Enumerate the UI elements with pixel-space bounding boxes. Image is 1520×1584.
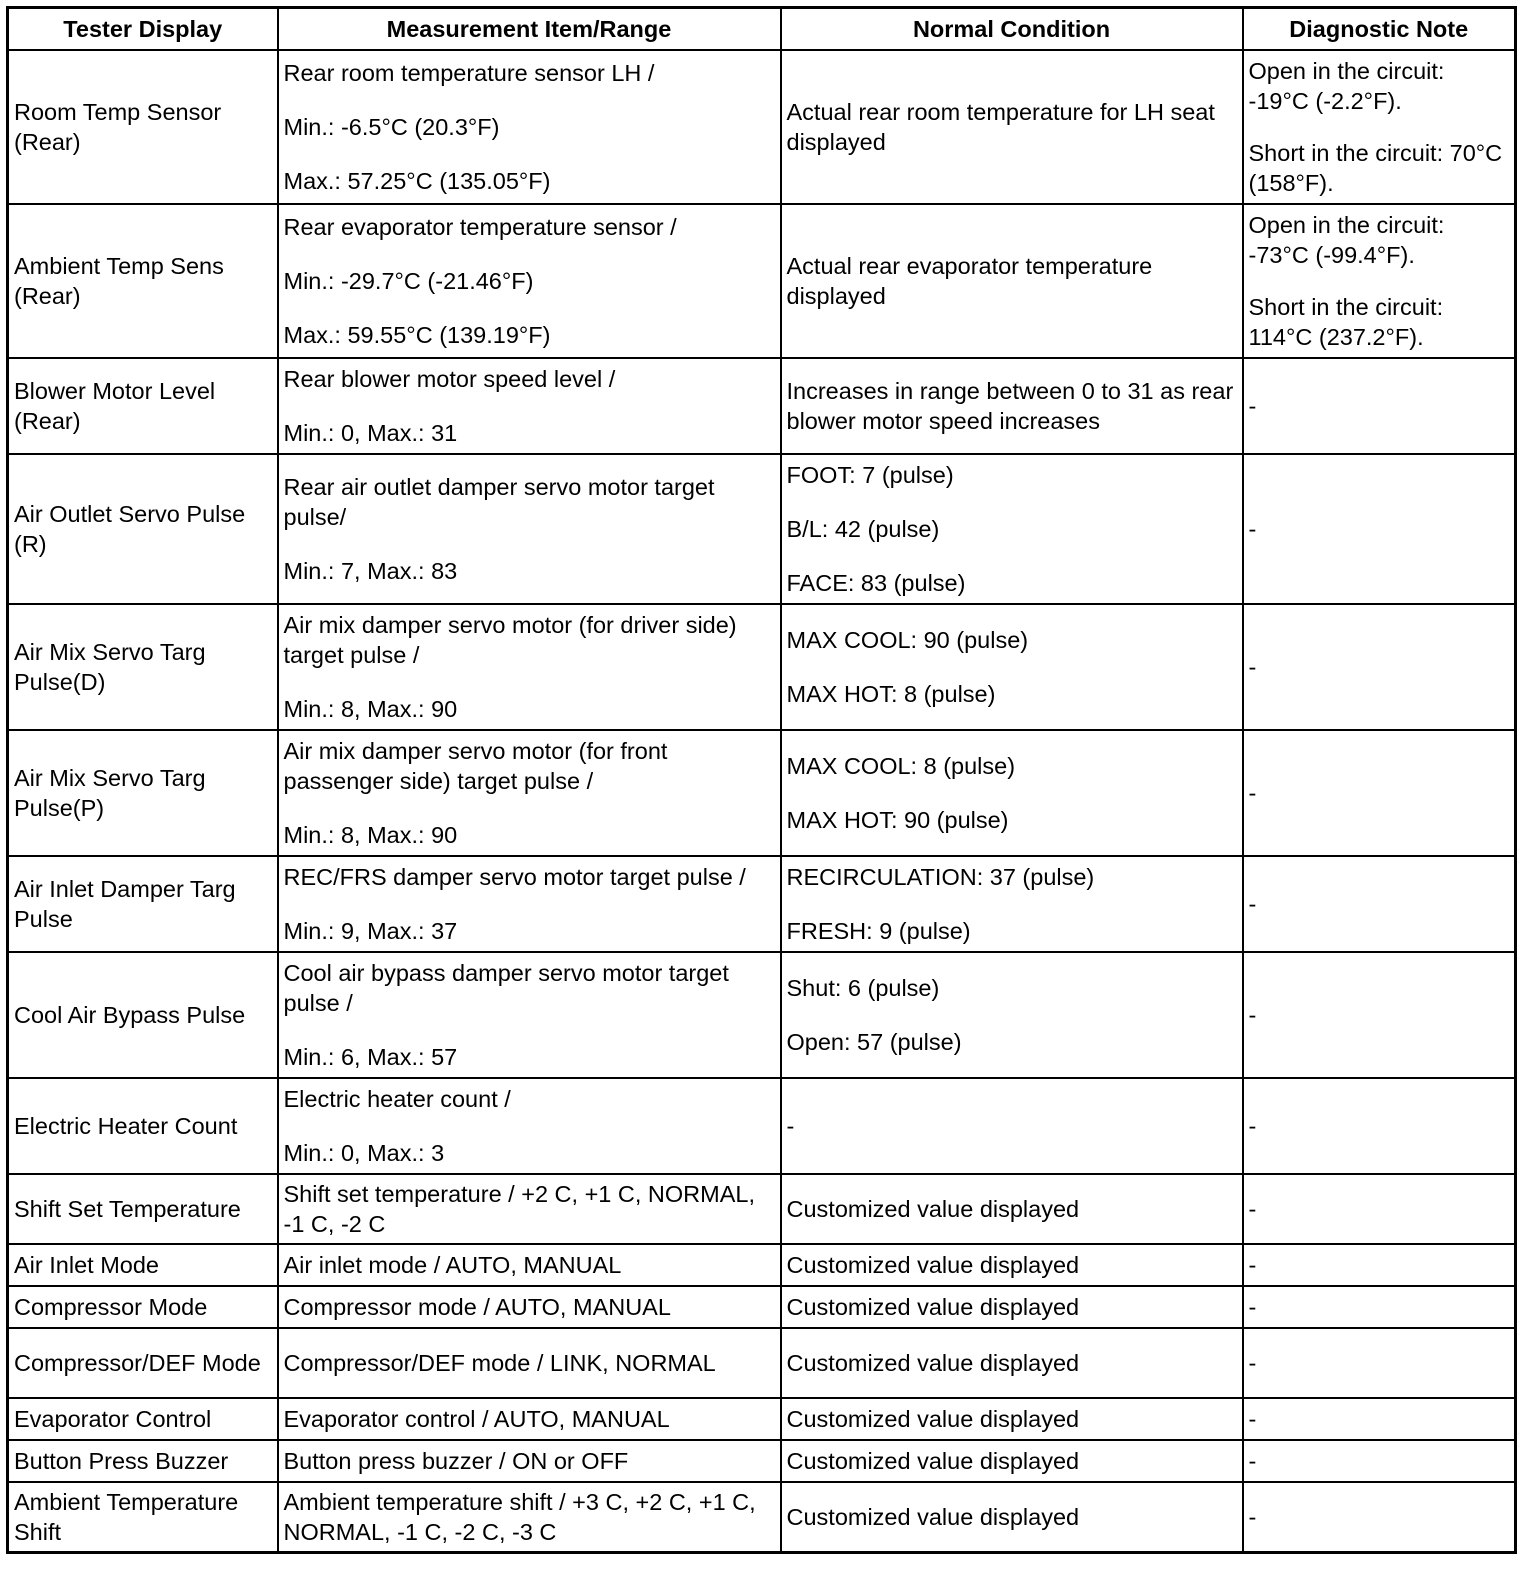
cell-text: FRESH: 9 (pulse)	[786, 918, 971, 944]
cell-text: Customized value displayed	[786, 1252, 1080, 1278]
cell-text: Min.: 0, Max.: 3	[283, 1140, 445, 1166]
tester-display-cell	[8, 952, 278, 1078]
diagnostic-note-cell	[1243, 952, 1516, 1078]
diagnostic-note-cell	[1243, 1398, 1516, 1440]
measurement-range-cell	[278, 1440, 781, 1482]
cell-text: Rear evaporator temperature sensor /	[283, 214, 677, 240]
measurement-range-cell	[278, 1174, 781, 1244]
measurement-range-cell	[278, 952, 781, 1078]
cell-text: Compressor Mode	[14, 1294, 208, 1320]
measurement-range-cell	[278, 204, 781, 358]
header-row	[8, 8, 1516, 51]
table-body	[8, 50, 1516, 1552]
cell-text: Button press buzzer / ON or OFF	[283, 1448, 629, 1474]
cell-text: Min.: 6, Max.: 57	[283, 1044, 458, 1070]
cell-text: Evaporator control / AUTO, MANUAL	[283, 1406, 670, 1432]
diagnostic-table	[6, 6, 1517, 1554]
cell-text: Cool Air Bypass Pulse	[14, 1002, 246, 1028]
table-row	[8, 1286, 1516, 1328]
tester-display-cell	[8, 730, 278, 856]
cell-text: Rear blower motor speed level /	[283, 366, 616, 392]
diagnostic-note-cell	[1243, 454, 1516, 604]
cell-text: B/L: 42 (pulse)	[786, 516, 940, 542]
diagnostic-note-cell	[1243, 730, 1516, 856]
cell-text: REC/FRS damper servo motor target pulse /	[283, 864, 746, 890]
tester-display-cell	[8, 1286, 278, 1328]
cell-text: -	[1248, 1350, 1257, 1376]
cell-text: Min.: 8, Max.: 90	[283, 696, 458, 722]
normal-condition-cell	[781, 1328, 1243, 1398]
tester-display-cell	[8, 1174, 278, 1244]
cell-text: Min.: 7, Max.: 83	[283, 558, 458, 584]
normal-condition-cell	[781, 1244, 1243, 1286]
cell-text: -	[1248, 891, 1257, 917]
cell-text: -	[1248, 780, 1257, 806]
table-row	[8, 358, 1516, 454]
cell-text: Min.: -29.7°C (-21.46°F)	[283, 268, 534, 294]
cell-text: Rear room temperature sensor LH /	[283, 60, 655, 86]
table-row	[8, 1244, 1516, 1286]
tester-display-cell	[8, 1482, 278, 1552]
cell-text: -	[1248, 1002, 1257, 1028]
diagnostic-note-cell	[1243, 1440, 1516, 1482]
cell-text: Air Inlet Damper Targ Pulse	[14, 876, 236, 932]
measurement-range-cell	[278, 1398, 781, 1440]
cell-text: Short in the circuit: 70°C (158°F).	[1248, 140, 1503, 196]
cell-text: Ambient Temperature Shift	[14, 1488, 239, 1545]
diagnostic-note-cell	[1243, 50, 1516, 204]
normal-condition-cell	[781, 1440, 1243, 1482]
table-header	[8, 8, 1516, 51]
tester-display-cell	[8, 50, 278, 204]
cell-text: Ambient temperature shift / +3 C, +2 C, +1 C, NORMAL, -1 C, -2 C, -3 C	[283, 1488, 756, 1545]
cell-text: FACE: 83 (pulse)	[786, 570, 966, 596]
table-row	[8, 1078, 1516, 1174]
tester-display-cell	[8, 1078, 278, 1174]
tester-display-cell	[8, 1398, 278, 1440]
diagnostic-note-cell	[1243, 1328, 1516, 1398]
cell-text: Max.: 59.55°C (139.19°F)	[283, 322, 551, 348]
measurement-range-cell	[278, 604, 781, 730]
normal-condition-cell	[781, 604, 1243, 730]
cell-text: Actual rear evaporator temperature displayed	[786, 253, 1153, 309]
cell-text: RECIRCULATION: 37 (pulse)	[786, 864, 1095, 890]
normal-condition-cell	[781, 1078, 1243, 1174]
cell-text: Evaporator Control	[14, 1406, 212, 1432]
measurement-range-cell	[278, 856, 781, 952]
cell-text: Max.: 57.25°C (135.05°F)	[283, 168, 551, 194]
cell-text: -	[1248, 516, 1257, 542]
cell-text: Min.: 8, Max.: 90	[283, 822, 458, 848]
cell-text: -	[1248, 1196, 1257, 1222]
normal-condition-cell	[781, 1286, 1243, 1328]
cell-text: Min.: 9, Max.: 37	[283, 918, 458, 944]
cell-text: Air Outlet Servo Pulse (R)	[14, 501, 246, 557]
cell-text: Customized value displayed	[786, 1503, 1080, 1530]
header-normal-condition: Normal Condition	[781, 8, 1243, 51]
diagnostic-note-cell	[1243, 856, 1516, 952]
table-row	[8, 50, 1516, 204]
measurement-range-cell	[278, 50, 781, 204]
table-row	[8, 856, 1516, 952]
table-row	[8, 730, 1516, 856]
cell-text: Electric Heater Count	[14, 1113, 238, 1139]
table-row	[8, 952, 1516, 1078]
normal-condition-cell	[781, 1174, 1243, 1244]
cell-text: -	[1248, 1252, 1257, 1278]
cell-text: Customized value displayed	[786, 1350, 1080, 1376]
cell-text: -	[1248, 654, 1257, 680]
diagnostic-note-cell	[1243, 204, 1516, 358]
table-row	[8, 1398, 1516, 1440]
measurement-range-cell	[278, 1244, 781, 1286]
normal-condition-cell	[781, 952, 1243, 1078]
cell-text: Short in the circuit: 114°C (237.2°F).	[1248, 294, 1444, 350]
tester-display-cell	[8, 204, 278, 358]
cell-text: MAX COOL: 90 (pulse)	[786, 627, 1029, 653]
measurement-range-cell	[278, 358, 781, 454]
cell-text: Room Temp Sensor (Rear)	[14, 99, 222, 155]
table-row	[8, 1482, 1516, 1552]
cell-text: -	[1248, 1503, 1257, 1530]
measurement-range-cell	[278, 1328, 781, 1398]
diagnostic-note-cell	[1243, 1286, 1516, 1328]
cell-text: -	[1248, 393, 1257, 419]
cell-text: Blower Motor Level (Rear)	[14, 378, 216, 434]
header-tester-display: Tester Display	[8, 8, 278, 51]
cell-text: Open: 57 (pulse)	[786, 1029, 962, 1055]
table-row	[8, 1174, 1516, 1244]
cell-text: Ambient Temp Sens (Rear)	[14, 253, 224, 309]
cell-text: Compressor mode / AUTO, MANUAL	[283, 1294, 671, 1320]
diagnostic-note-cell	[1243, 1078, 1516, 1174]
cell-text: MAX HOT: 8 (pulse)	[786, 681, 996, 707]
tester-display-cell	[8, 454, 278, 604]
cell-text: Cool air bypass damper servo motor target pulse /	[283, 960, 729, 1016]
tester-display-cell	[8, 856, 278, 952]
cell-text: -	[786, 1113, 795, 1139]
tester-display-cell	[8, 1328, 278, 1398]
cell-text: Air Mix Servo Targ Pulse(D)	[14, 639, 206, 695]
table-row	[8, 454, 1516, 604]
table-row	[8, 204, 1516, 358]
normal-condition-cell	[781, 856, 1243, 952]
cell-text: Min.: -6.5°C (20.3°F)	[283, 114, 500, 140]
cell-text: Customized value displayed	[786, 1294, 1080, 1320]
cell-text: Button Press Buzzer	[14, 1448, 229, 1474]
cell-text: -	[1248, 1294, 1257, 1320]
cell-text: Air Mix Servo Targ Pulse(P)	[14, 765, 206, 821]
diagnostic-note-cell	[1243, 1174, 1516, 1244]
normal-condition-cell	[781, 358, 1243, 454]
normal-condition-cell	[781, 730, 1243, 856]
cell-text: Customized value displayed	[786, 1406, 1080, 1432]
normal-condition-cell	[781, 1482, 1243, 1552]
cell-text: Shut: 6 (pulse)	[786, 975, 940, 1001]
tester-display-cell	[8, 604, 278, 730]
measurement-range-cell	[278, 1482, 781, 1552]
header-measurement-item: Measurement Item/Range	[278, 8, 781, 51]
measurement-range-cell	[278, 730, 781, 856]
cell-text: Compressor/DEF Mode	[14, 1350, 261, 1376]
cell-text: Air mix damper servo motor (for driver side) target pulse /	[283, 612, 737, 668]
header-diagnostic-note: Diagnostic Note	[1243, 8, 1516, 51]
cell-text: Shift set temperature / +2 C, +1 C, NORMAL, -1 C, -2 C	[283, 1181, 755, 1237]
normal-condition-cell	[781, 50, 1243, 204]
cell-text: Shift Set Temperature	[14, 1196, 241, 1222]
normal-condition-cell	[781, 1398, 1243, 1440]
cell-text: Compressor/DEF mode / LINK, NORMAL	[283, 1350, 716, 1376]
measurement-range-cell	[278, 1078, 781, 1174]
cell-text: Customized value displayed	[786, 1196, 1080, 1222]
cell-text: Electric heater count /	[283, 1086, 511, 1112]
cell-text: -	[1248, 1113, 1257, 1139]
cell-text: Rear air outlet damper servo motor target pulse/	[283, 474, 715, 530]
cell-text: Air Inlet Mode	[14, 1252, 159, 1278]
diagnostic-note-cell	[1243, 604, 1516, 730]
cell-text: -	[1248, 1448, 1257, 1474]
cell-text: Customized value displayed	[786, 1448, 1080, 1474]
normal-condition-cell	[781, 454, 1243, 604]
table-row	[8, 1328, 1516, 1398]
cell-text: Air mix damper servo motor (for front passenger side) target pulse /	[283, 738, 668, 794]
tester-display-cell	[8, 358, 278, 454]
cell-text: Increases in range between 0 to 31 as rear blower motor speed increases	[786, 378, 1234, 434]
cell-text: Open in the circuit: -73°C (-99.4°F).	[1248, 212, 1445, 268]
cell-text: FOOT: 7 (pulse)	[786, 462, 954, 488]
table-row	[8, 1440, 1516, 1482]
diagnostic-note-cell	[1243, 1244, 1516, 1286]
tester-display-cell	[8, 1244, 278, 1286]
table-row	[8, 604, 1516, 730]
normal-condition-cell	[781, 204, 1243, 358]
cell-text: MAX COOL: 8 (pulse)	[786, 753, 1016, 779]
diagnostic-table-container	[6, 6, 1514, 1554]
cell-text: MAX HOT: 90 (pulse)	[786, 807, 1009, 833]
cell-text: Air inlet mode / AUTO, MANUAL	[283, 1252, 622, 1278]
cell-text: -	[1248, 1406, 1257, 1432]
cell-text: Open in the circuit: -19°C (-2.2°F).	[1248, 58, 1445, 114]
measurement-range-cell	[278, 454, 781, 604]
diagnostic-note-cell	[1243, 358, 1516, 454]
cell-text: Min.: 0, Max.: 31	[283, 420, 458, 446]
measurement-range-cell	[278, 1286, 781, 1328]
tester-display-cell	[8, 1440, 278, 1482]
cell-text: Actual rear room temperature for LH seat displayed	[786, 99, 1215, 155]
diagnostic-note-cell	[1243, 1482, 1516, 1552]
